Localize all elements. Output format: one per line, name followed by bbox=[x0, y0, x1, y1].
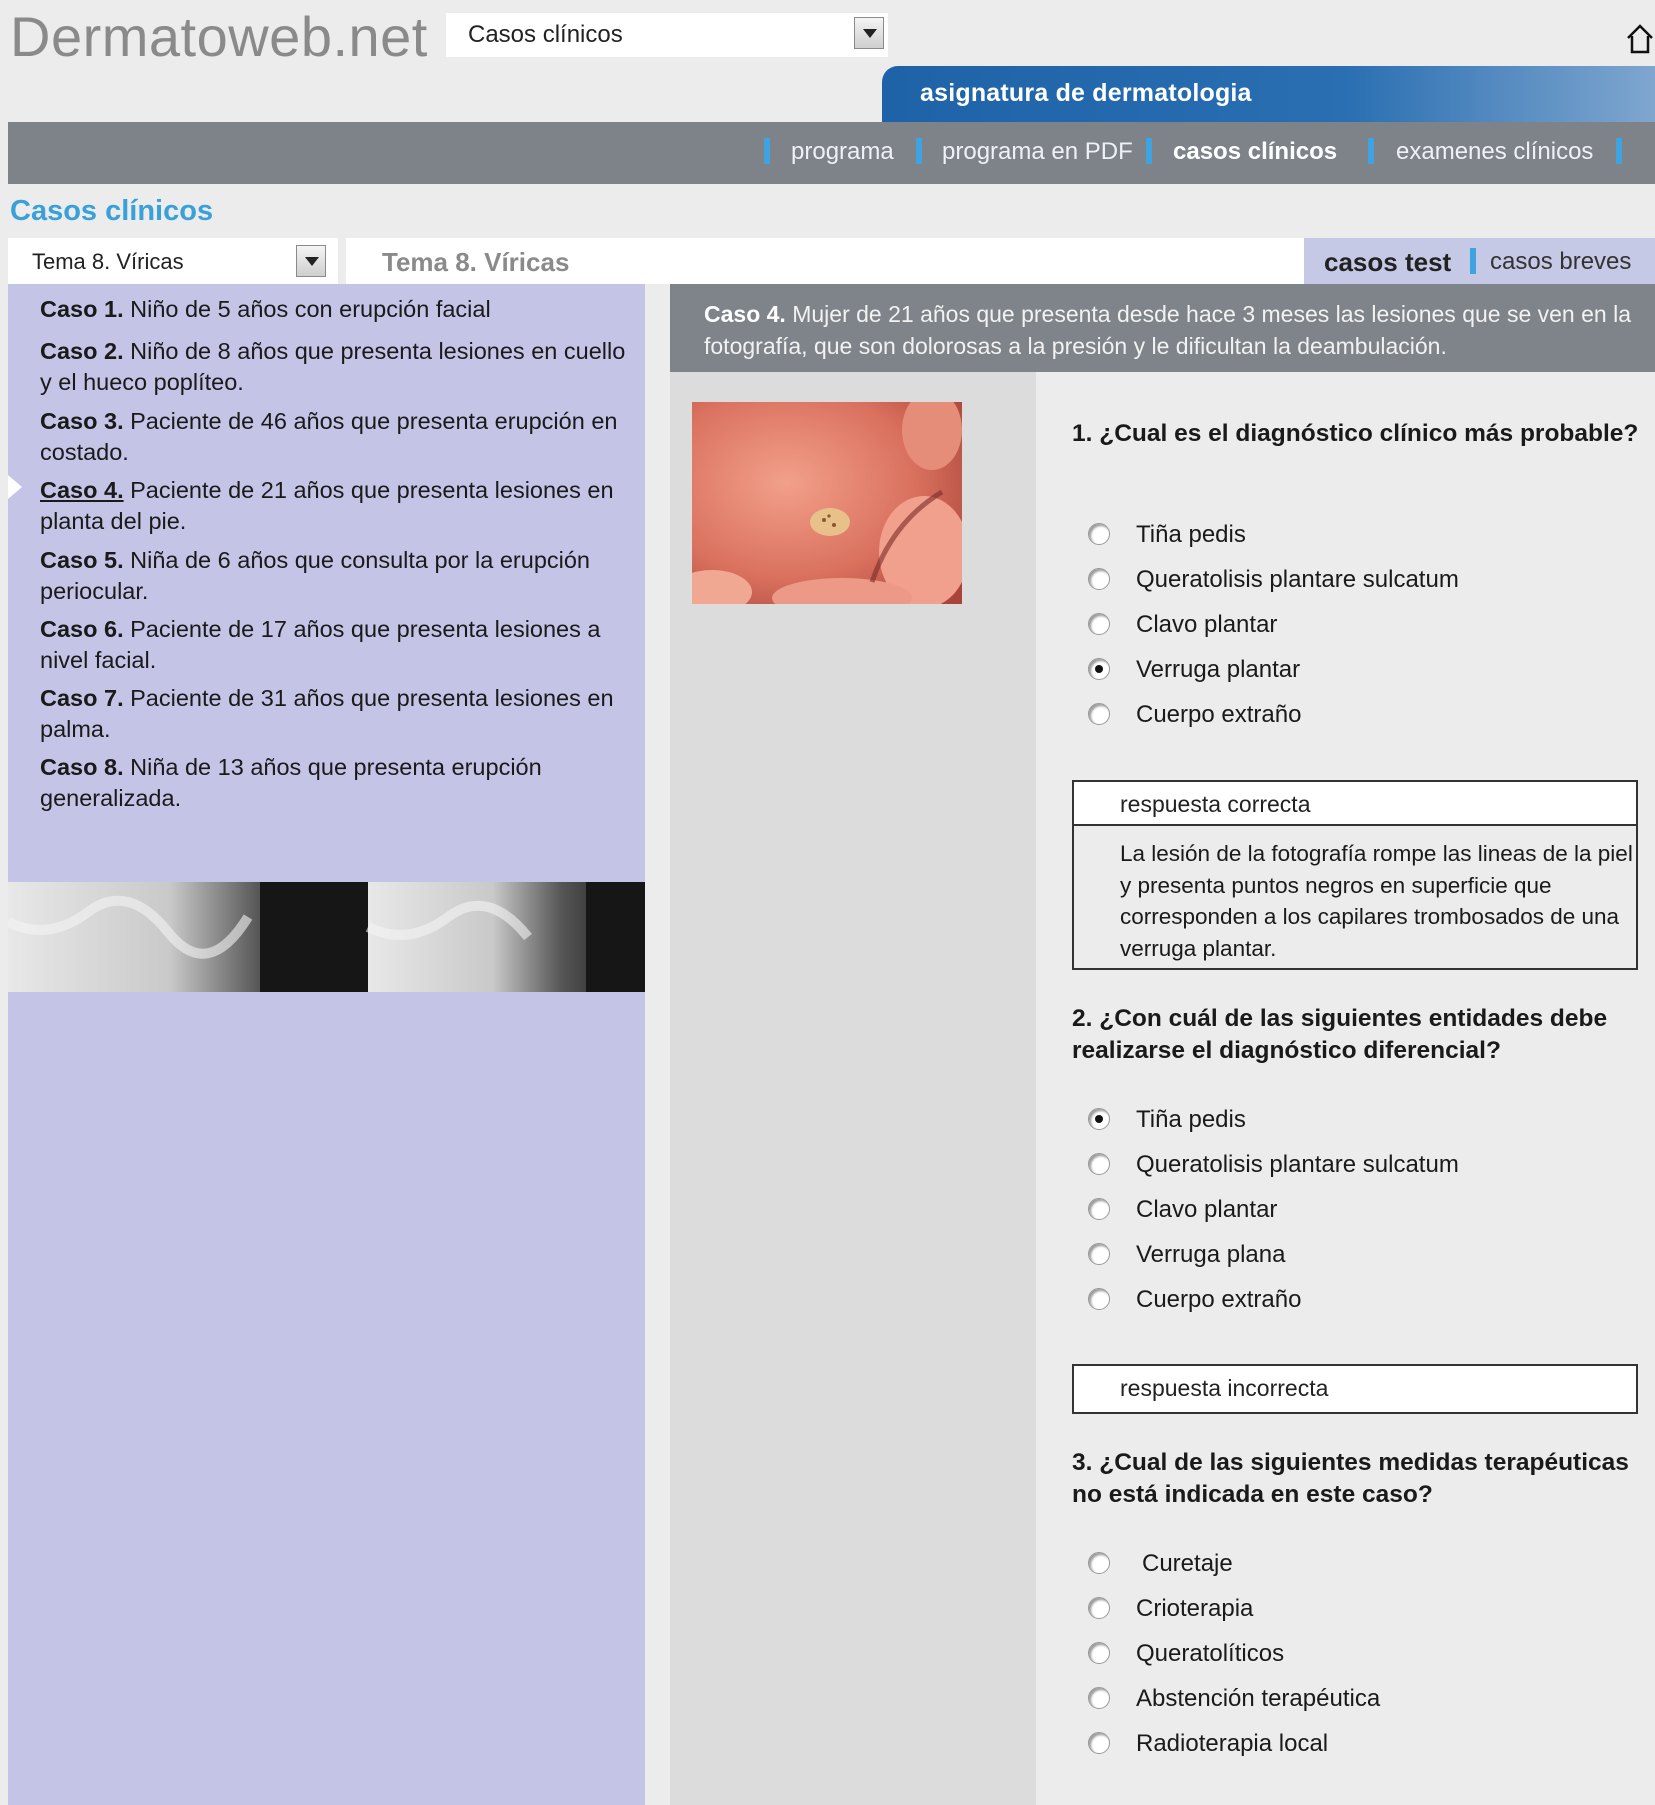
case-description-label: Caso 4. bbox=[704, 301, 786, 327]
option-label: Verruga plana bbox=[1136, 1241, 1286, 1268]
decorative-strip-image bbox=[8, 882, 645, 992]
case-item[interactable] bbox=[40, 294, 630, 325]
current-case-marker bbox=[8, 475, 22, 499]
case-item[interactable] bbox=[40, 752, 630, 814]
question-1: 1. ¿Cual es el diagnóstico clínico más probable? bbox=[1072, 420, 1639, 447]
tab-separator bbox=[1470, 248, 1476, 274]
tab-casos-test[interactable]: casos test bbox=[1324, 247, 1452, 277]
option-label: Queratolisis plantare sulcatum bbox=[1136, 1151, 1459, 1178]
case-text: Niña de 13 años que presenta erupción generalizada. bbox=[40, 754, 542, 811]
topic-heading-bar bbox=[346, 238, 1304, 284]
answer-title-bar bbox=[1074, 782, 1636, 826]
radio-button[interactable] bbox=[1088, 1642, 1110, 1664]
main-nav bbox=[8, 122, 1655, 184]
case-text: Paciente de 46 años que presenta erupción en costado. bbox=[40, 408, 618, 465]
option-label: Tiña pedis bbox=[1136, 521, 1246, 548]
home-icon[interactable] bbox=[1624, 22, 1655, 56]
nav-separator bbox=[1616, 138, 1622, 164]
case-description bbox=[704, 298, 1637, 362]
q1-answer-box bbox=[1072, 780, 1638, 970]
radio-button[interactable] bbox=[1088, 1288, 1110, 1310]
tab-casos-breves[interactable]: casos breves bbox=[1490, 248, 1632, 275]
case-label: Caso 7. bbox=[40, 685, 124, 711]
radio-button[interactable] bbox=[1088, 1597, 1110, 1619]
case-label: Caso 3. bbox=[40, 408, 124, 434]
option-label: Queratolíticos bbox=[1136, 1640, 1285, 1667]
answer-explanation: La lesión de la fotografía rompe las lineas de la piel y presenta puntos negros en superficie que corresponden a los capilares trombosados de una verruga plantar. bbox=[1120, 841, 1633, 961]
radio-button[interactable] bbox=[1088, 1153, 1110, 1175]
nav-separator bbox=[916, 138, 922, 164]
answer-title-bar bbox=[1074, 1366, 1636, 1412]
case-item[interactable] bbox=[40, 545, 630, 607]
option-label: Queratolisis plantare sulcatum bbox=[1136, 566, 1459, 593]
section-select-value: Casos clínicos bbox=[468, 21, 623, 48]
option-label: Clavo plantar bbox=[1136, 611, 1278, 638]
radio-button[interactable] bbox=[1088, 1243, 1110, 1265]
case-label: Caso 4. bbox=[40, 477, 124, 503]
radio-button[interactable] bbox=[1088, 523, 1110, 545]
radio-button-checked[interactable] bbox=[1088, 658, 1110, 680]
answer-result: respuesta correcta bbox=[1120, 791, 1311, 817]
topic-select[interactable] bbox=[8, 238, 338, 284]
option-label: Crioterapia bbox=[1136, 1595, 1254, 1622]
nav-programa-pdf[interactable]: programa en PDF bbox=[942, 138, 1133, 165]
case-item[interactable] bbox=[40, 614, 630, 676]
case-text: Paciente de 31 años que presenta lesiones en palma. bbox=[40, 685, 614, 742]
nav-examenes-clinicos[interactable]: examenes clínicos bbox=[1396, 138, 1594, 165]
section-select[interactable] bbox=[446, 13, 888, 57]
nav-programa[interactable]: programa bbox=[791, 138, 894, 165]
case-description-text: Mujer de 21 años que presenta desde hace 3 meses las lesiones que se ven en la fotografía, que son dolorosas a la presión y le dificultan la deambulación. bbox=[704, 301, 1631, 359]
answer-result: respuesta incorrecta bbox=[1120, 1375, 1329, 1401]
case-item-current[interactable] bbox=[40, 475, 630, 537]
nav-casos-clinicos[interactable]: casos clínicos bbox=[1173, 138, 1338, 165]
page-title: Casos clínicos bbox=[10, 195, 214, 227]
case-label: Caso 2. bbox=[40, 338, 124, 364]
case-description-header bbox=[670, 284, 1655, 372]
option-label: Abstención terapéutica bbox=[1136, 1685, 1381, 1712]
topic-select-value: Tema 8. Víricas bbox=[32, 249, 184, 274]
radio-button[interactable] bbox=[1088, 703, 1110, 725]
radio-button[interactable] bbox=[1088, 568, 1110, 590]
option-label: Clavo plantar bbox=[1136, 1196, 1278, 1223]
case-label: Caso 6. bbox=[40, 616, 124, 642]
radio-button[interactable] bbox=[1088, 1552, 1110, 1574]
case-label: Caso 5. bbox=[40, 547, 124, 573]
case-text: Paciente de 17 años que presenta lesiones a nivel facial. bbox=[40, 616, 601, 673]
site-logo[interactable]: Dermatoweb.net bbox=[10, 5, 428, 68]
radio-button[interactable] bbox=[1088, 1732, 1110, 1754]
radio-button[interactable] bbox=[1088, 1687, 1110, 1709]
image-column bbox=[670, 372, 1036, 1805]
q2-answer-box bbox=[1072, 1364, 1638, 1414]
subject-banner-text: asignatura de dermatologia bbox=[920, 79, 1252, 107]
case-text: Paciente de 21 años que presenta lesiones en planta del pie. bbox=[40, 477, 614, 534]
cases-list-panel bbox=[8, 284, 645, 1805]
nav-separator bbox=[1146, 138, 1152, 164]
case-item[interactable] bbox=[40, 336, 630, 398]
nav-separator bbox=[1368, 138, 1374, 164]
option-label: Cuerpo extraño bbox=[1136, 1286, 1302, 1313]
radio-button[interactable] bbox=[1088, 1198, 1110, 1220]
case-text: Niño de 8 años que presenta lesiones en cuello y el hueco poplíteo. bbox=[40, 338, 626, 395]
option-label: Cuerpo extraño bbox=[1136, 701, 1302, 728]
topic-heading: Tema 8. Víricas bbox=[382, 247, 570, 277]
radio-button-checked[interactable] bbox=[1088, 1108, 1110, 1130]
option-label: Verruga plantar bbox=[1136, 656, 1301, 683]
case-photo[interactable] bbox=[692, 402, 962, 604]
radio-button[interactable] bbox=[1088, 613, 1110, 635]
dropdown-arrow-icon[interactable] bbox=[296, 245, 326, 277]
option-label: Radioterapia local bbox=[1136, 1730, 1329, 1757]
nav-separator bbox=[764, 138, 770, 164]
case-type-tabs bbox=[1304, 238, 1655, 284]
case-label: Caso 8. bbox=[40, 754, 124, 780]
subject-banner bbox=[882, 66, 1655, 122]
case-label: Caso 1. bbox=[40, 296, 124, 322]
case-text: Niño de 5 años con erupción facial bbox=[130, 296, 491, 322]
case-item[interactable] bbox=[40, 683, 630, 745]
question-3: 3. ¿Cual de las siguientes medidas terapéuticas no está indicada en este caso? bbox=[1072, 1449, 1629, 1508]
option-label: Curetaje bbox=[1142, 1550, 1233, 1577]
dropdown-arrow-icon[interactable] bbox=[854, 17, 884, 49]
option-label: Tiña pedis bbox=[1136, 1106, 1246, 1133]
question-2: 2. ¿Con cuál de las siguientes entidades debe realizarse el diagnóstico diferencial? bbox=[1072, 1005, 1608, 1064]
case-item[interactable] bbox=[40, 406, 630, 468]
case-text: Niña de 6 años que consulta por la erupción periocular. bbox=[40, 547, 590, 604]
